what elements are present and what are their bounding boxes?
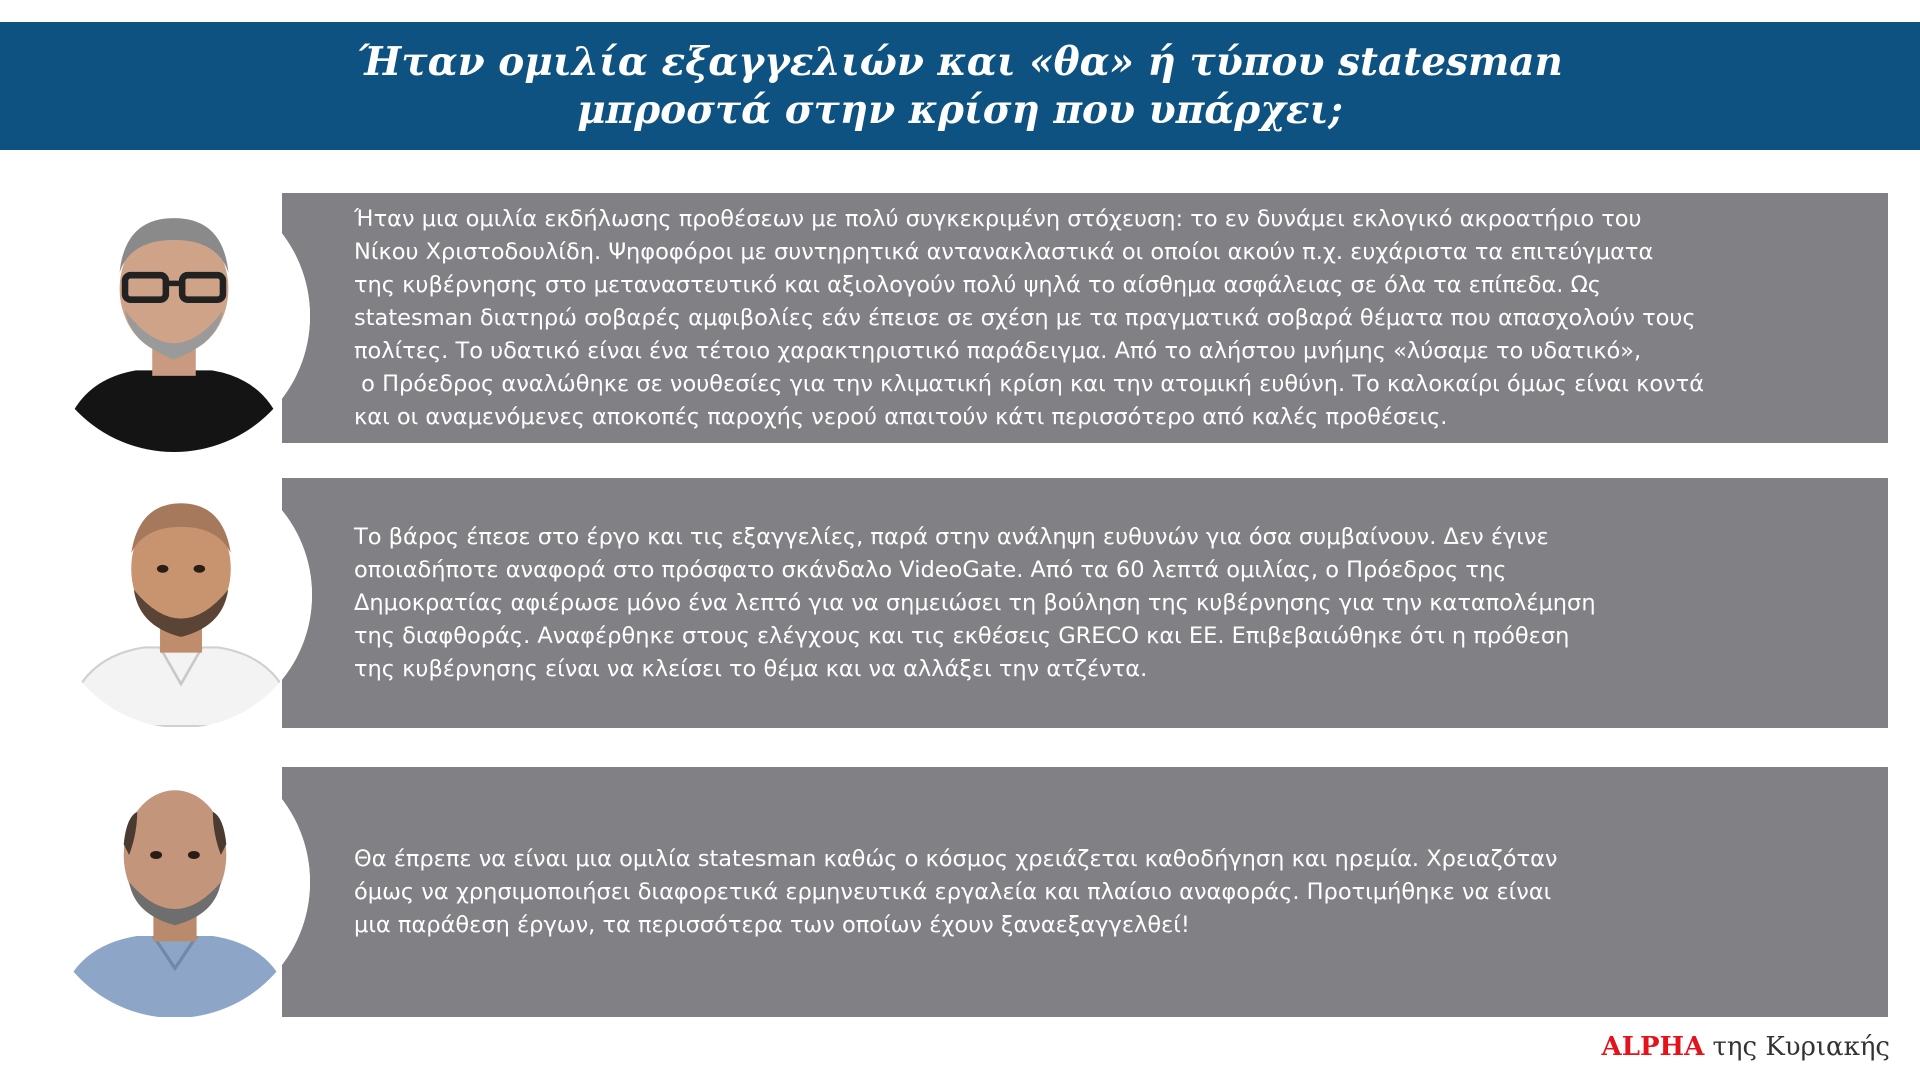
text-line: ο Πρόεδρος αναλώθηκε σε νουθεσίες για την κλιματική κρίση και την ατομική ευθύνη. Το καλοκαίρι όμως είναι κοντά [354, 370, 1705, 397]
text-line: μια παράθεση έργων, τα περισσότερα των οποίων έχουν ξαναεξαγγελθεί! [354, 911, 1190, 938]
title-line-2: μπροστά στην κρίση που υπάρχει; [577, 87, 1343, 133]
text-line: της διαφθοράς. Αναφέρθηκε στους ελέγχους και τις εκθέσεις GRECO και ΕΕ. Επιβεβαιώθηκε ότι η πρόθεση [354, 622, 1570, 649]
portrait-illustration [40, 746, 310, 1018]
opinion-panel-1 [282, 193, 1888, 443]
text-line: της κυβέρνησης είναι να κλείσει το θέμα και να αλλάξει την ατζέντα. [354, 655, 1148, 682]
page-title [357, 38, 1563, 134]
portrait-illustration [50, 462, 312, 728]
opinion-text-3 [354, 843, 1864, 942]
opinion-text-2 [354, 521, 1864, 686]
text-line: Ήταν μια ομιλία εκδήλωσης προθέσεων με πολύ συγκεκριμένη στόχευση: το εν δυνάμει εκλογικό ακροατήριο του [354, 205, 1642, 232]
brand-suffix: της Κυριακής [1704, 1032, 1890, 1062]
text-line: και οι αναμενόμενες αποκοπές παροχής νερού απαιτούν κάτι περισσότερο από καλές προθέσεις. [354, 403, 1448, 430]
text-line: Θα έπρεπε να είναι μια ομιλία statesman καθώς ο κόσμος χρειάζεται καθοδήγηση και ηρεμία. Χρειαζόταν [354, 845, 1558, 872]
brand-logo [1602, 1030, 1890, 1064]
text-line: statesman διατηρώ σοβαρές αμφιβολίες εάν έπεισε σε σχέση με τα πραγματικά σοβαρά θέματα που απασχολούν τους [354, 304, 1696, 331]
opinion-panel-3 [282, 767, 1888, 1017]
text-line: της κυβέρνησης στο μεταναστευτικό και αξιολογούν πολύ ψηλά το αίσθημα ασφάλειας σε όλα τα επίπεδα. Ως [354, 271, 1602, 298]
title-line-1: Ήταν ομιλία εξαγγελιών και «θα» ή τύπου statesman [357, 39, 1563, 85]
text-line: οποιαδήποτε αναφορά στο πρόσφατο σκάνδαλο VideoGate. Από τα 60 λεπτά ομιλίας, ο Πρόεδρος της [354, 556, 1507, 583]
opinion-panel-2 [282, 478, 1888, 728]
person-portrait-icon [38, 180, 310, 452]
text-line: Νίκου Χριστοδουλίδη. Ψηφοφόροι με συντηρητικά αντανακλαστικά οι οποίοι ακούν π.χ. ευχάριστα τα επιτεύγματα [354, 238, 1654, 265]
portrait-illustration [38, 180, 310, 452]
text-line: Δημοκρατίας αφιέρωσε μόνο ένα λεπτό για να σημειώσει τη βούληση της κυβέρνησης για την καταπολέμηση [354, 589, 1596, 616]
brand-name: ALPHA [1601, 1032, 1705, 1062]
text-line: Το βάρος έπεσε στο έργο και τις εξαγγελίες, παρά στην ανάληψη ευθυνών για όσα συμβαίνουν. Δεν έγινε [354, 523, 1549, 550]
text-line: πολίτες. Το υδατικό είναι ένα τέτοιο χαρακτηριστικό παράδειγμα. Από το αλήστου μνήμης «λύσαμε το υδατικό», [354, 337, 1642, 364]
opinion-text-1 [354, 203, 1864, 434]
person-portrait-icon [50, 462, 312, 728]
header-banner [0, 22, 1920, 150]
text-line: όμως να χρησιμοποιήσει διαφορετικά ερμηνευτικά εργαλεία και πλαίσιο αναφοράς. Προτιμήθηκε να είναι [354, 878, 1552, 905]
person-portrait-icon [40, 746, 310, 1018]
